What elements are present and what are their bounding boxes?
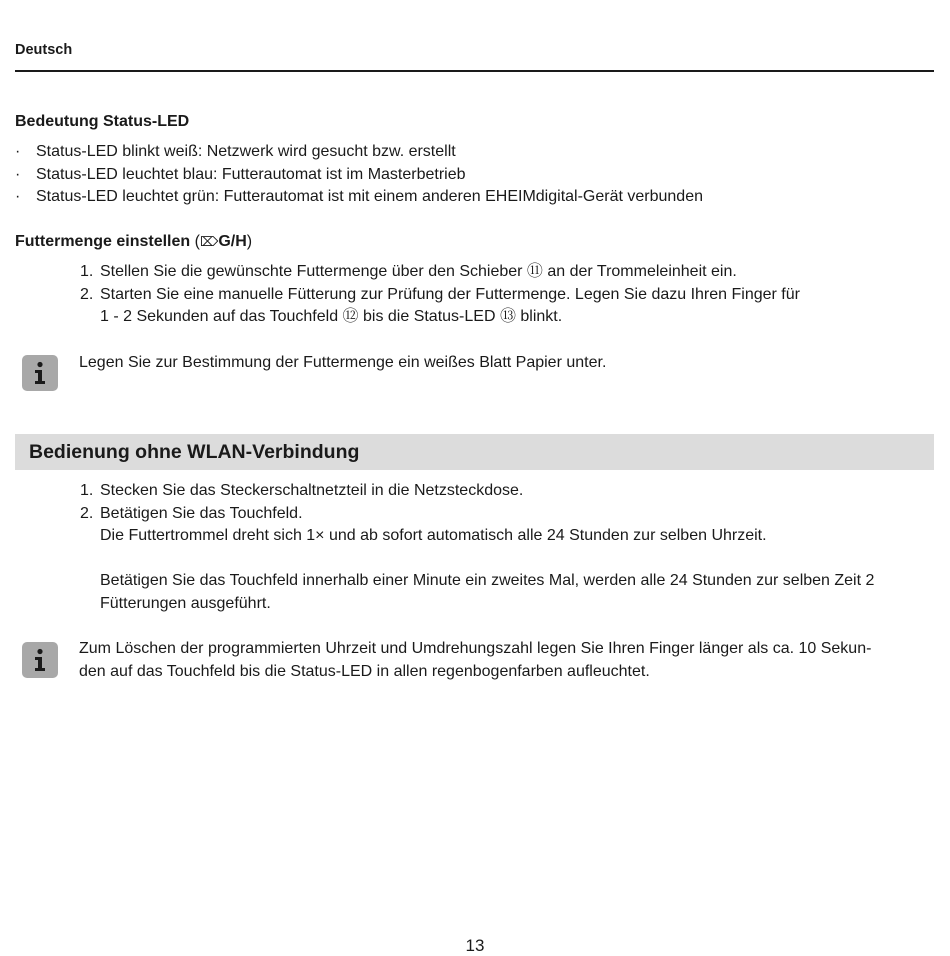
list-item: · Status-LED blinkt weiß: Netzwerk wird gesucht bzw. erstellt bbox=[15, 141, 703, 164]
list-item bbox=[80, 503, 930, 616]
step-text-continuation: 1 - 2 Sekunden auf das Touchfeld ⑫ bis die Status-LED ⑬ blinkt. bbox=[100, 308, 563, 325]
header-language: Deutsch bbox=[15, 42, 73, 58]
header-divider bbox=[15, 70, 934, 72]
note-line: Zum Löschen der programmierten Uhrzeit und Umdrehungszahl legen Sie Ihren Finger länger als ca. 10 Sekun- bbox=[79, 640, 872, 657]
list-item bbox=[80, 284, 930, 329]
step-number: 2. bbox=[80, 504, 94, 522]
note-line: den auf das Touchfeld bis die Status-LED in allen regenbogenfarben aufleuchtet. bbox=[79, 662, 650, 680]
step-text-line4: Fütterungen ausgeführt. bbox=[100, 594, 271, 612]
section-banner-title: Bedienung ohne WLAN-Verbindung bbox=[29, 441, 360, 463]
no-wifi-note bbox=[79, 638, 929, 683]
feed-amount-steps bbox=[80, 261, 930, 329]
status-led-list bbox=[15, 141, 703, 209]
feed-amount-note: Legen Sie zur Bestimmung der Futtermenge ein weißes Blatt Papier unter. bbox=[79, 354, 607, 371]
status-led-heading: Bedeutung Status-LED bbox=[15, 113, 190, 130]
step-text: Betätigen Sie das Touchfeld. bbox=[100, 504, 303, 522]
feed-amount-heading bbox=[15, 233, 252, 251]
list-item bbox=[80, 480, 930, 503]
page-number: 13 bbox=[465, 936, 485, 955]
feed-amount-ref-label: G/H bbox=[218, 233, 247, 250]
list-item bbox=[80, 261, 930, 284]
section-banner bbox=[15, 434, 934, 470]
list-item: · Status-LED leuchtet blau: Futterautomat ist im Masterbetrieb bbox=[15, 164, 703, 187]
info-icon bbox=[22, 355, 58, 391]
no-wifi-steps bbox=[80, 480, 930, 615]
feed-amount-heading-text: Futtermenge einstellen bbox=[15, 233, 191, 250]
step-number: 1. bbox=[80, 482, 94, 499]
step-number: 1. bbox=[80, 263, 94, 280]
feed-amount-ref-open: ( bbox=[190, 233, 200, 250]
step-spacer bbox=[100, 548, 930, 571]
step-text-line2: Die Futtertrommel dreht sich 1× und ab sofort automatisch alle 24 Stunden zur selben Uhrzeit. bbox=[100, 527, 767, 544]
step-number: 2. bbox=[80, 285, 94, 303]
list-item: · Status-LED leuchtet grün: Futterautomat ist mit einem anderen EHEIMdigital-Gerät verbunden bbox=[15, 186, 703, 209]
step-text: Stecken Sie das Steckerschaltnetzteil in die Netzsteckdose. bbox=[100, 482, 524, 499]
step-text: Stellen Sie die gewünschte Futtermenge über den Schieber ⑪ an der Trommeleinheit ein. bbox=[100, 263, 737, 280]
figure-reference-icon: ⌦ bbox=[199, 235, 219, 250]
step-text: Starten Sie eine manuelle Fütterung zur Prüfung der Futtermenge. Legen Sie dazu Ihren Finger für bbox=[100, 285, 800, 303]
feed-amount-ref-close: ) bbox=[246, 233, 253, 250]
step-text-line3: Betätigen Sie das Touchfeld innerhalb einer Minute ein zweites Mal, werden alle 24 Stunden zur selben Zeit 2 bbox=[100, 572, 875, 589]
info-icon bbox=[22, 642, 58, 678]
